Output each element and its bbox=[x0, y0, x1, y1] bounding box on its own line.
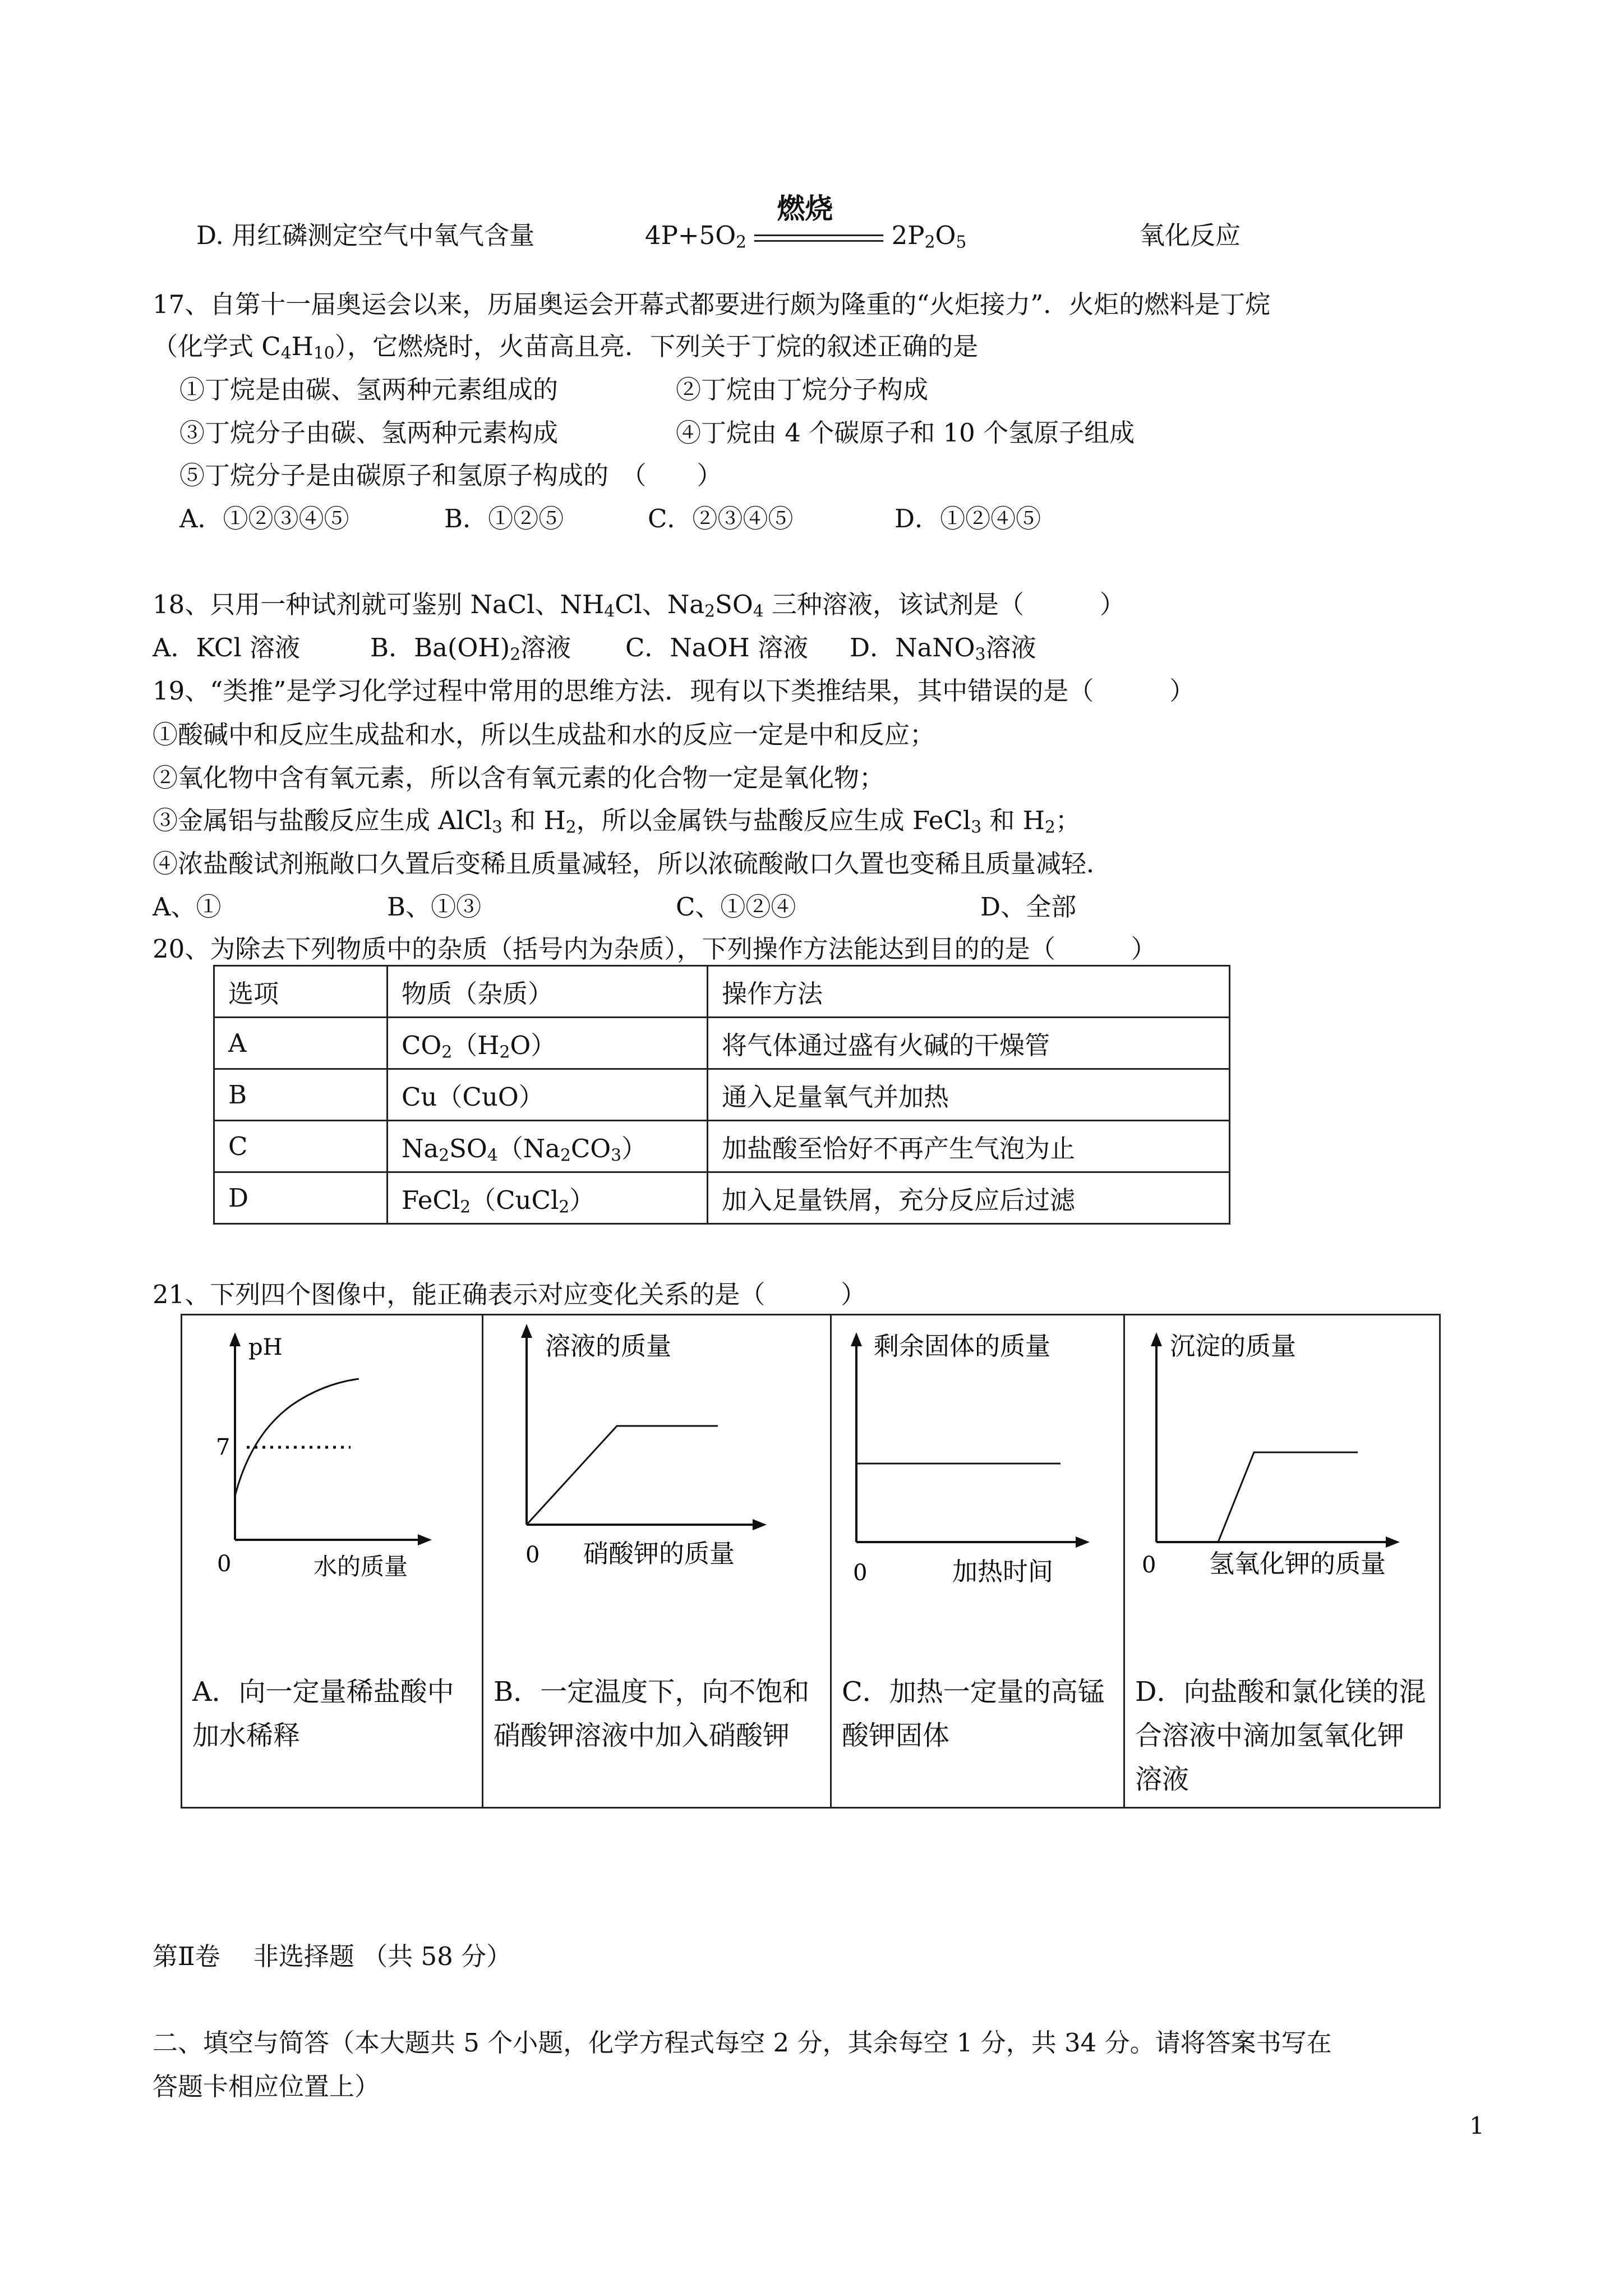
graph-d-caption: D．向盐酸和氯化镁的混合溶液中滴加氢氧化钾溶液 bbox=[1135, 1676, 1426, 1795]
q17-l2-post: ），它燃烧时，火苗高且亮．下列关于丁烷的叙述正确的是 bbox=[334, 332, 979, 361]
t-c6: 2 bbox=[560, 1145, 571, 1166]
eq-line-bottom bbox=[754, 240, 883, 242]
t-a2: 2 bbox=[441, 1042, 453, 1062]
t-c3: SO bbox=[449, 1134, 487, 1163]
q20-row-a-method: 将气体通过盛有火碱的干燥管 bbox=[708, 1018, 1230, 1069]
t-d4: 2 bbox=[559, 1197, 570, 1217]
page-number: 1 bbox=[1469, 2112, 1484, 2139]
eq-right-o: O bbox=[935, 220, 956, 250]
q17-statement-2: ②丁烷由丁烷分子构成 bbox=[676, 375, 929, 404]
graph-c-x-label: 加热时间 bbox=[952, 1557, 1054, 1586]
table-row bbox=[214, 1172, 1230, 1224]
part-2-instructions-line1: 二、填空与简答（本大题共 5 个小题，化学方程式每空 2 分，其余每空 1 分，共 34 分。请将答案书写在 bbox=[153, 2028, 1332, 2058]
q18-mid2: SO bbox=[715, 590, 753, 619]
q21-graph-row bbox=[182, 1315, 1440, 1808]
table-row bbox=[214, 1121, 1230, 1172]
graph-b-origin: 0 bbox=[525, 1542, 540, 1568]
q17-stem-line2 bbox=[153, 330, 978, 364]
graph-a-x-label: 水的质量 bbox=[313, 1553, 408, 1580]
q19-s3-sub4: 2 bbox=[1044, 817, 1055, 838]
t-c4: 4 bbox=[487, 1145, 498, 1166]
q21-stem: 21、下列四个图像中，能正确表示对应变化关系的是（ ） bbox=[153, 1280, 866, 1309]
q20-row-d-substance bbox=[388, 1172, 708, 1224]
q17-l2-pre: （化学式 C bbox=[153, 332, 281, 361]
t-c8: 3 bbox=[611, 1145, 622, 1166]
q17-statement-3: ③丁烷分子由碳、氢两种元素构成 bbox=[179, 418, 559, 448]
graph-b-cell bbox=[483, 1315, 831, 1808]
graph-d bbox=[1125, 1315, 1439, 1664]
graph-a-curve bbox=[235, 1379, 359, 1496]
q17-l2-sub1: 4 bbox=[280, 343, 292, 364]
q18-d-sub: 3 bbox=[975, 645, 986, 665]
q19-statement-2: ②氧化物中含有氧元素，所以含有氧元素的化合物一定是氧化物； bbox=[153, 763, 885, 793]
t-d3: （CuCl bbox=[471, 1185, 559, 1215]
q18-mid1: Cl、Na bbox=[615, 590, 705, 619]
graph-b-line bbox=[527, 1426, 718, 1525]
graph-d-cell bbox=[1124, 1315, 1440, 1808]
graph-d-y-label: 沉淀的质量 bbox=[1170, 1331, 1297, 1361]
q17-stem-line1: 17、自第十一届奥运会以来，历届奥运会开幕式都要进行颇为隆重的“火炬接力”．火炬的燃料是丁烷 bbox=[153, 289, 1271, 319]
q16-option-d bbox=[196, 219, 534, 252]
t-c7: CO bbox=[570, 1134, 611, 1163]
q19-statement-3 bbox=[153, 804, 1081, 838]
q20-table bbox=[213, 965, 1230, 1225]
eq-right: 2P bbox=[891, 220, 925, 250]
q18-d-post: 溶液 bbox=[985, 633, 1036, 662]
q19-option-a: A、① bbox=[153, 892, 222, 922]
q17-l2-mid: H bbox=[291, 332, 313, 361]
graph-b-y-label: 溶液的质量 bbox=[545, 1331, 672, 1361]
t-c9: ） bbox=[621, 1134, 647, 1163]
q20-row-d-method: 加入足量铁屑，充分反应后过滤 bbox=[708, 1172, 1230, 1224]
graph-b-x-label: 硝酸钾的质量 bbox=[583, 1539, 735, 1568]
section-2-title: 第Ⅱ卷 非选择题 （共 58 分） bbox=[153, 1941, 512, 1971]
eq-arrow bbox=[754, 192, 883, 249]
eq-line-top bbox=[754, 234, 883, 236]
graph-d-x-arrow bbox=[1386, 1536, 1400, 1548]
q20-header-substance: 物质（杂质） bbox=[388, 966, 708, 1018]
eq-condition: 燃烧 bbox=[777, 192, 833, 225]
eq-right-sub1: 2 bbox=[924, 232, 935, 252]
graph-b-x-arrow bbox=[753, 1519, 767, 1530]
q19-s3-mid2: ，所以金属铁与盐酸反应生成 FeCl bbox=[576, 806, 971, 835]
q19-statement-1: ①酸碱中和反应生成盐和水，所以生成盐和水的反应一定是中和反应； bbox=[153, 720, 935, 749]
graph-a-x-arrow bbox=[418, 1534, 432, 1545]
q19-option-c: C、①②④ bbox=[676, 892, 796, 922]
t-a1: CO bbox=[402, 1030, 442, 1060]
t-a5: O） bbox=[510, 1030, 556, 1060]
q20-row-c-option: C bbox=[214, 1121, 388, 1172]
graph-b-caption: B．一定温度下，向不饱和硝酸钾溶液中加入硝酸钾 bbox=[494, 1676, 810, 1751]
q20-row-b-method: 通入足量氧气并加热 bbox=[708, 1069, 1230, 1121]
graph-c-origin: 0 bbox=[853, 1560, 868, 1586]
part-2-instructions-line2: 答题卡相应位置上） bbox=[153, 2072, 380, 2101]
q17-option-d: D．①②④⑤ bbox=[895, 504, 1041, 533]
q19-option-b: B、①③ bbox=[387, 892, 482, 922]
graph-a-y-label: pH bbox=[248, 1335, 283, 1360]
q21-graph-table bbox=[181, 1314, 1441, 1809]
q20-row-a-substance bbox=[388, 1018, 708, 1069]
q20-row-c-method: 加盐酸至恰好不再产生气泡为止 bbox=[708, 1121, 1230, 1172]
q18-b-pre: B．Ba(OH) bbox=[370, 633, 510, 662]
q17-option-c: C．②③④⑤ bbox=[648, 504, 794, 533]
t-d5: ） bbox=[569, 1185, 595, 1215]
q18-sub2: 2 bbox=[704, 601, 716, 622]
q19-option-d: D、全部 bbox=[980, 892, 1077, 922]
q16-d-type: 氧化反应 bbox=[1140, 220, 1241, 250]
q17-statement-4: ④丁烷由 4 个碳原子和 10 个氢原子组成 bbox=[676, 418, 1135, 448]
q18-sub1: 4 bbox=[604, 601, 615, 622]
t-c1: Na bbox=[402, 1134, 439, 1163]
q20-stem: 20、为除去下列物质中的杂质（括号内为杂质），下列操作方法能达到目的的是（ ） bbox=[153, 934, 1156, 964]
q18-b-post: 溶液 bbox=[520, 633, 571, 662]
graph-b bbox=[483, 1315, 830, 1664]
eq-left: 4P+5O bbox=[645, 220, 736, 250]
table-row bbox=[214, 1018, 1230, 1069]
q18-post: 三种溶液，该试剂是（ ） bbox=[763, 590, 1125, 619]
q17-statement-1: ①丁烷是由碳、氢两种元素组成的 bbox=[179, 375, 559, 404]
q18-sub3: 4 bbox=[753, 601, 764, 622]
graph-d-y-arrow bbox=[1151, 1332, 1162, 1346]
t-a4: 2 bbox=[499, 1042, 510, 1062]
q20-row-a-option: A bbox=[214, 1018, 388, 1069]
q17-option-b: B．①②⑤ bbox=[444, 504, 564, 533]
graph-c-y-label: 剩余固体的质量 bbox=[874, 1331, 1051, 1361]
q17-l2-sub2: 10 bbox=[313, 343, 335, 364]
t-c2: 2 bbox=[439, 1145, 450, 1166]
q19-s3-mid1: 和 H bbox=[502, 806, 566, 835]
q19-statement-4: ④浓盐酸试剂瓶敞口久置后变稀且质量减轻，所以浓硫酸敞口久置也变稀且质量减轻． bbox=[153, 849, 1112, 878]
q17-statement-5: ⑤丁烷分子是由碳原子和氢原子构成的 （ ） bbox=[179, 461, 722, 490]
q18-stem bbox=[153, 588, 1125, 622]
graph-c-cell bbox=[831, 1315, 1124, 1808]
graph-d-line bbox=[1156, 1452, 1358, 1542]
q20-header-method: 操作方法 bbox=[708, 966, 1230, 1018]
q19-s3-pre: ③金属铝与盐酸反应生成 AlCl bbox=[153, 806, 492, 835]
q20-row-b-substance: Cu（CuO） bbox=[388, 1069, 708, 1121]
q20-header-option: 选项 bbox=[214, 966, 388, 1018]
graph-a-origin: 0 bbox=[217, 1551, 232, 1577]
q18-option-b bbox=[370, 631, 571, 665]
q19-s3-post: ； bbox=[1055, 806, 1081, 835]
t-d1: FeCl bbox=[402, 1185, 460, 1215]
graph-b-y-arrow bbox=[521, 1324, 532, 1338]
q17-option-a: A．①②③④⑤ bbox=[179, 504, 349, 533]
graph-c bbox=[832, 1315, 1123, 1664]
table-row bbox=[214, 1069, 1230, 1121]
q19-stem: 19、“类推”是学习化学过程中常用的思维方法．现有以下类推结果，其中错误的是（ ） bbox=[153, 676, 1195, 706]
q20-row-d-option: D bbox=[214, 1172, 388, 1224]
q16-d-equation bbox=[645, 192, 967, 252]
q18-option-d bbox=[850, 631, 1036, 665]
q20-header-row bbox=[214, 966, 1230, 1018]
q20-row-c-substance bbox=[388, 1121, 708, 1172]
t-a3: （H bbox=[452, 1030, 500, 1060]
eq-right-sub2: 5 bbox=[956, 232, 967, 252]
graph-d-x-label: 氢氧化钾的质量 bbox=[1209, 1549, 1386, 1579]
q19-s3-mid3: 和 H bbox=[981, 806, 1045, 835]
graph-a-y-arrow bbox=[229, 1332, 241, 1346]
graph-a bbox=[182, 1315, 482, 1664]
q16-d-label: D. 用红磷测定空气中氧气含量 bbox=[196, 220, 535, 250]
q18-b-sub: 2 bbox=[510, 645, 521, 665]
graph-a-caption: A．向一定量稀盐酸中加水稀释 bbox=[192, 1676, 454, 1751]
q19-s3-sub2: 2 bbox=[565, 817, 577, 838]
graph-a-cell bbox=[182, 1315, 483, 1808]
graph-a-ref-label: 7 bbox=[216, 1434, 230, 1460]
graph-c-y-arrow bbox=[851, 1332, 862, 1346]
graph-c-caption: C．加热一定量的高锰酸钾固体 bbox=[842, 1676, 1105, 1751]
q18-pre: 18、只用一种试剂就可鉴别 NaCl、NH bbox=[153, 590, 605, 619]
q20-row-b-option: B bbox=[214, 1069, 388, 1121]
q18-option-a: A．KCl 溶液 bbox=[153, 633, 301, 662]
q18-d-pre: D．NaNO bbox=[850, 633, 975, 662]
q19-s3-sub1: 3 bbox=[492, 817, 502, 838]
graph-c-x-arrow bbox=[1076, 1536, 1090, 1548]
eq-left-sub: 2 bbox=[736, 232, 747, 252]
q18-option-c: C．NaOH 溶液 bbox=[625, 633, 809, 662]
q19-s3-sub3: 3 bbox=[971, 817, 982, 838]
graph-d-origin: 0 bbox=[1142, 1552, 1156, 1578]
t-c5: （Na bbox=[497, 1134, 560, 1163]
t-d2: 2 bbox=[460, 1197, 471, 1217]
